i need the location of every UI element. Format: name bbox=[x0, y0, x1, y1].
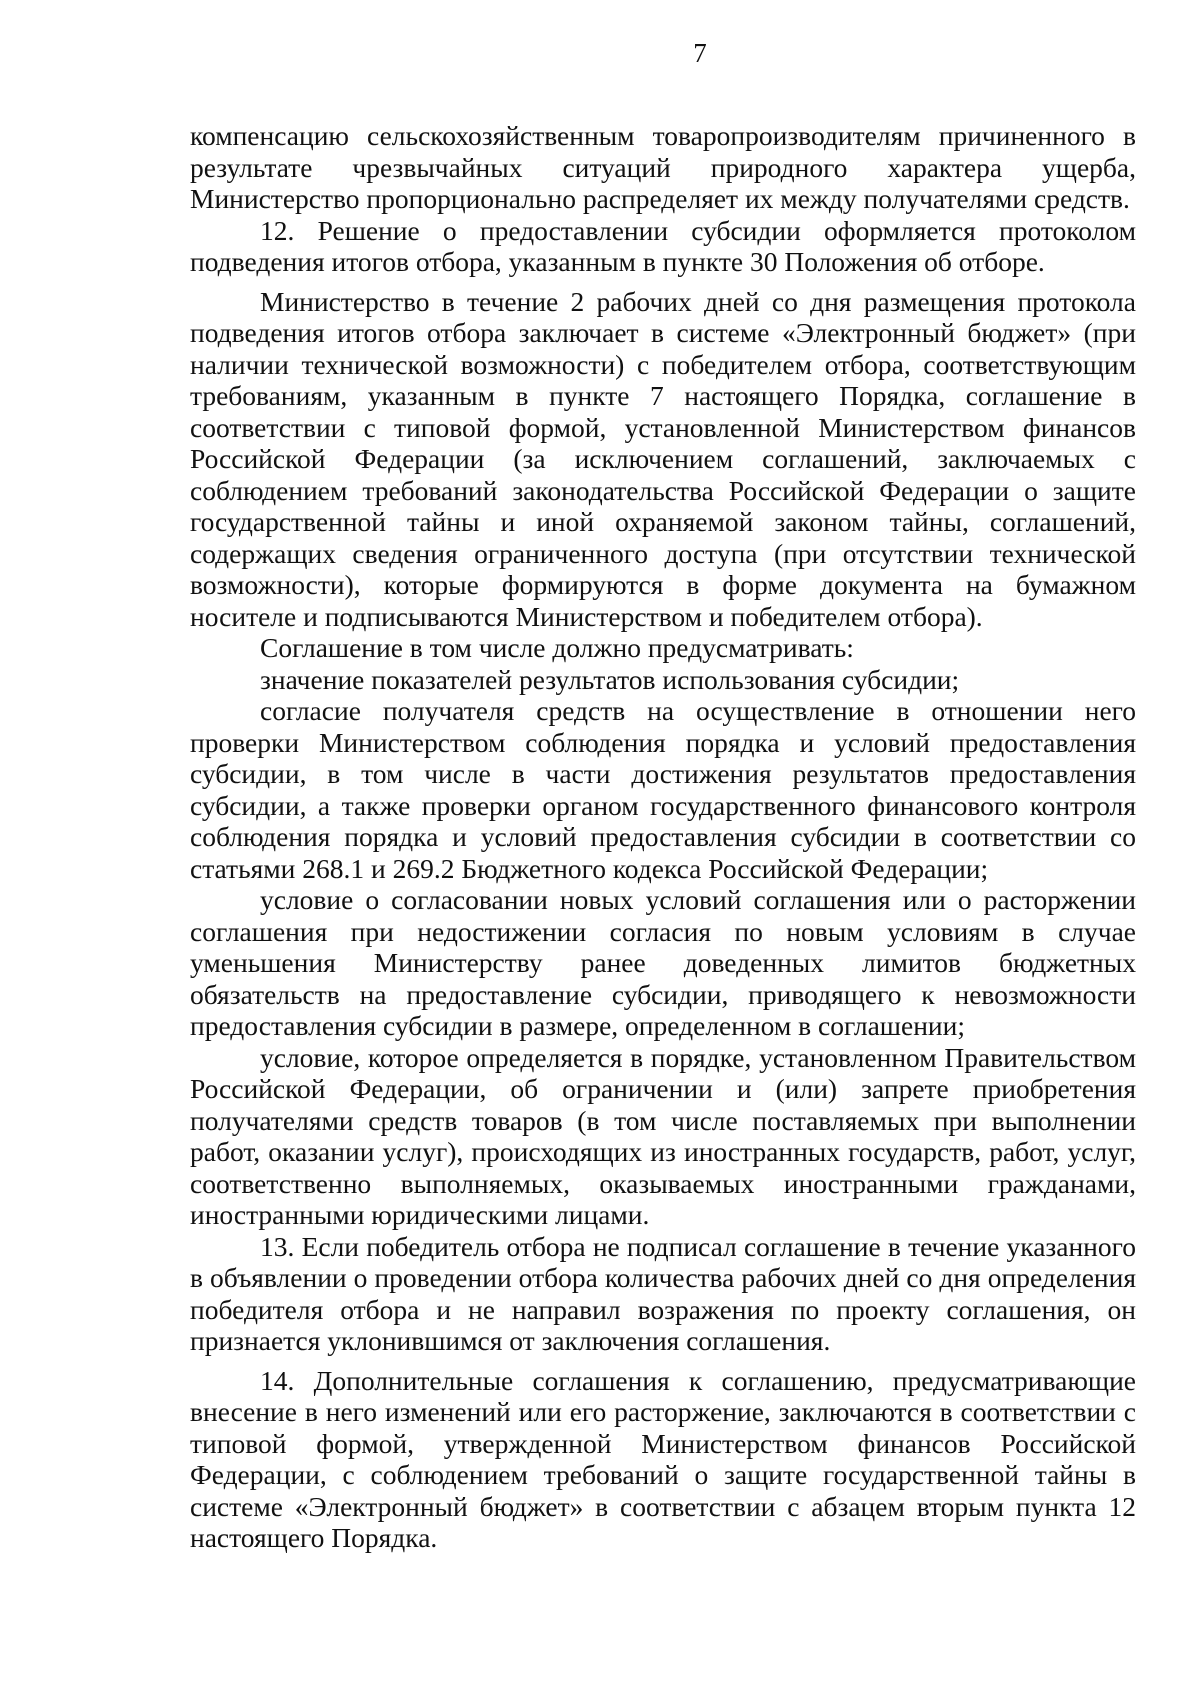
paragraph-condition-new-terms: условие о согласовании новых условий соглашения или о расторжении соглашения при недостижении согласия по новым условиям в случае уменьшения Министерству ранее доведенных лимитов бюджетных обязательств на предоставление субсидии, приводящего к невозможности предоставления субсидии в размере, определенном в соглашении; bbox=[190, 884, 1136, 1041]
paragraph-continuation: компенсацию сельскохозяйственным товаропроизводителям причиненного в результате чрезвычайных ситуаций природного характера ущерба, Министерство пропорционально распределяет их между получателями средств. bbox=[190, 120, 1136, 214]
paragraph-condition-restriction: условие, которое определяется в порядке, установленном Правительством Российской Федерации, об ограничении и (или) запрете приобретения получателями средств товаров (в том числе поставляемых при выполнении работ, оказании услуг), происходящих из иностранных государств, работ, услуг, соответственно выполняемых, оказываемых иностранными гражданами, иностранными юридическими лицами. bbox=[190, 1041, 1136, 1230]
paragraph-agreement-conclusion: Министерство в течение 2 рабочих дней со дня размещения протокола подведения итогов отбора заключает в системе «Электронный бюджет» (при наличии технической возможности) с победителем отбора, соответствующим требованиям, указанным в пункте 7 настоящего Порядка, соглашение в соответствии с типовой формой, установленной Министерством финансов Российской Федерации (за исключением соглашений, заключаемых с соблюдением требований законодательства Российской Федерации о защите государственной тайны и иной охраняемой законом тайны, соглашений, содержащих сведения ограниченного доступа (при отсутствии технической возможности), которые формируются в форме документа на бумажном носителе и подписываются Министерством и победителем отбора). bbox=[190, 285, 1136, 632]
paragraph-consent-audit: согласие получателя средств на осуществление в отношении него проверки Министерством соблюдения порядка и условий предоставления субсидии, в том числе в части достижения результатов предоставления субсидии, а также проверки органом государственного финансового контроля соблюдения порядка и условий предоставления субсидии в соответствии со статьями 268.1 и 269.2 Бюджетного кодекса Российской Федерации; bbox=[190, 695, 1136, 884]
paragraph-agreement-provisions: Соглашение в том числе должно предусматривать: bbox=[260, 632, 854, 663]
document-body bbox=[190, 120, 1136, 1554]
paragraph-item-12: 12. Решение о предоставлении субсидии оформляется протоколом подведения итогов отбора, указанным в пункте 30 Положения об отборе. bbox=[190, 214, 1136, 277]
page-number: 7 bbox=[693, 38, 707, 68]
paragraph-indicator-values: значение показателей результатов использования субсидии; bbox=[260, 663, 960, 695]
paragraph-item-14: 14. Дополнительные соглашения к соглашению, предусматривающие внесение в него изменений или его расторжение, заключаются в соответствии с типовой формой, утвержденной Министерством финансов Российской Федерации, с соблюдением требований о защите государственной тайны в системе «Электронный бюджет» в соответствии с абзацем вторым пункта 12 настоящего Порядка. bbox=[190, 1364, 1136, 1553]
paragraph-item-13: 13. Если победитель отбора не подписал соглашение в течение указанного в объявлении о проведении отбора количества рабочих дней со дня определения победителя отбора и не направил возражения по проекту соглашения, он признается уклонившимся от заключения соглашения. bbox=[190, 1230, 1136, 1356]
